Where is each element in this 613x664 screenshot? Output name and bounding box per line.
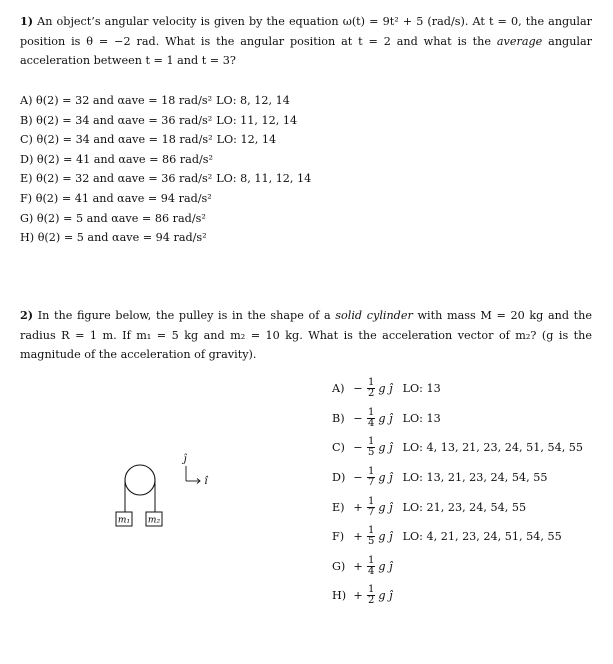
option-sign: + bbox=[353, 589, 363, 603]
option-label: H) bbox=[332, 589, 347, 603]
option-fraction bbox=[367, 526, 375, 547]
fraction-numerator: 1 bbox=[368, 554, 375, 566]
question-2-text-a: In the figure below, the pulley is in the shape of a bbox=[37, 309, 336, 322]
option-vector: g ĵ bbox=[378, 559, 393, 573]
option-text: θ(2) = 34 and αave = 18 rad/s² bbox=[36, 133, 213, 147]
fraction-denominator: 2 bbox=[368, 388, 375, 400]
question-2-number: 2) bbox=[20, 308, 34, 322]
option-label: G) bbox=[332, 559, 346, 573]
q1-option-c bbox=[20, 130, 311, 150]
option-lo: LO: 13 bbox=[402, 382, 441, 396]
pulley-figure bbox=[112, 448, 222, 532]
q2-option-a bbox=[332, 374, 583, 404]
option-label: A) bbox=[332, 382, 345, 396]
option-fraction bbox=[367, 408, 375, 429]
option-text: θ(2) = 5 and αave = 94 rad/s² bbox=[37, 231, 207, 245]
question-2-text-b: with mass M = 20 kg and the radius R = 1 m. If m₁ = 5 kg and m₂ = 10 kg. What is the acceleration vector of m₂? (g is the magnitude of the acceleration of gravity). bbox=[20, 309, 592, 362]
option-sign: + bbox=[353, 500, 363, 514]
q1-option-e bbox=[20, 169, 311, 189]
fraction-denominator: 4 bbox=[368, 565, 375, 577]
option-lo: LO: 21, 23, 24, 54, 55 bbox=[402, 500, 527, 514]
fraction-denominator: 7 bbox=[368, 477, 375, 489]
question-2-options bbox=[332, 374, 583, 611]
question-1-emphasis: average bbox=[496, 34, 543, 48]
option-text: θ(2) = 32 and αave = 18 rad/s² bbox=[36, 94, 213, 107]
option-sign: + bbox=[353, 559, 363, 573]
option-label: D) bbox=[332, 471, 346, 485]
fraction-denominator: 5 bbox=[368, 536, 375, 548]
option-label: C) bbox=[332, 441, 345, 455]
fraction-numerator: 1 bbox=[368, 525, 375, 537]
q1-option-h bbox=[20, 228, 311, 248]
q2-option-g bbox=[332, 552, 583, 582]
q1-option-d bbox=[20, 150, 311, 170]
option-sign: − bbox=[353, 441, 363, 455]
fraction-numerator: 1 bbox=[368, 495, 375, 507]
axis-i-label: î bbox=[204, 476, 208, 487]
fraction-denominator: 7 bbox=[368, 506, 375, 518]
fraction-numerator: 1 bbox=[368, 584, 375, 596]
option-lo: LO: 13 bbox=[402, 411, 441, 425]
q1-option-g bbox=[20, 209, 311, 229]
option-text: θ(2) = 32 and αave = 36 rad/s² bbox=[36, 172, 213, 186]
q2-option-e bbox=[332, 492, 583, 522]
option-fraction bbox=[367, 585, 375, 606]
q1-option-b bbox=[20, 111, 311, 131]
question-1-options bbox=[20, 91, 311, 248]
option-fraction bbox=[367, 437, 375, 458]
option-lo: LO: 4, 13, 21, 23, 24, 51, 54, 55 bbox=[402, 441, 584, 455]
fraction-denominator: 4 bbox=[368, 417, 375, 429]
option-lo: LO: 8, 12, 14 bbox=[216, 94, 290, 107]
option-lo: LO: 13, 21, 23, 24, 54, 55 bbox=[402, 471, 548, 485]
question-1-text-a: An object’s angular velocity is given by the equation ω(t) = 9t² + 5 (rad/s). At t = 0, the angular position is θ = −2 rad. What is the angular position at t = 2 and what is the bbox=[20, 15, 592, 48]
option-fraction bbox=[367, 378, 375, 399]
option-text: θ(2) = 41 and αave = 86 rad/s² bbox=[36, 152, 213, 166]
fraction-numerator: 1 bbox=[368, 436, 375, 448]
fraction-denominator: 2 bbox=[368, 595, 375, 607]
option-lo: LO: 4, 21, 23, 24, 51, 54, 55 bbox=[402, 530, 562, 544]
option-label: E) bbox=[20, 172, 33, 186]
option-vector: g ĵ bbox=[378, 382, 393, 396]
option-label: D) bbox=[20, 152, 34, 166]
question-1-number: 1) bbox=[20, 14, 34, 28]
option-sign: − bbox=[353, 411, 363, 425]
option-vector: g ĵ bbox=[378, 500, 393, 514]
option-label: F) bbox=[332, 530, 345, 544]
pulley-circle bbox=[125, 465, 155, 495]
q2-option-b bbox=[332, 404, 583, 434]
option-label: C) bbox=[20, 133, 33, 147]
mass-2-label: m₂ bbox=[147, 515, 161, 526]
option-label: F) bbox=[20, 191, 33, 205]
question-1-text bbox=[20, 12, 592, 71]
option-text: θ(2) = 5 and αave = 86 rad/s² bbox=[36, 211, 206, 225]
option-vector: g ĵ bbox=[378, 589, 393, 603]
option-lo: LO: 12, 14 bbox=[216, 133, 277, 147]
q2-option-h bbox=[332, 581, 583, 611]
option-lo: LO: 8, 11, 12, 14 bbox=[216, 172, 312, 186]
q2-option-c bbox=[332, 433, 583, 463]
option-sign: − bbox=[353, 382, 363, 396]
option-fraction bbox=[367, 467, 375, 488]
option-vector: g ĵ bbox=[378, 471, 393, 485]
mass-1-label: m₁ bbox=[117, 515, 131, 526]
q1-option-a bbox=[20, 91, 311, 111]
option-label: E) bbox=[332, 500, 345, 514]
q2-option-d bbox=[332, 463, 583, 493]
option-vector: g ĵ bbox=[378, 530, 393, 544]
option-label: B) bbox=[332, 411, 345, 425]
option-vector: g ĵ bbox=[378, 411, 393, 425]
fraction-numerator: 1 bbox=[368, 466, 375, 478]
fraction-numerator: 1 bbox=[368, 377, 375, 389]
question-2-text bbox=[20, 306, 592, 365]
axis-j-label: ĵ bbox=[183, 454, 187, 465]
question-2-emphasis: solid cylinder bbox=[335, 309, 413, 322]
option-label: B) bbox=[20, 113, 33, 127]
option-label: A) bbox=[20, 94, 33, 107]
option-text: θ(2) = 41 and αave = 94 rad/s² bbox=[35, 191, 212, 205]
option-text: θ(2) = 34 and αave = 36 rad/s² bbox=[36, 113, 213, 127]
option-vector: g ĵ bbox=[378, 441, 393, 455]
option-sign: − bbox=[353, 471, 363, 485]
fraction-denominator: 5 bbox=[368, 447, 375, 459]
option-label: G) bbox=[20, 211, 34, 225]
q1-option-f bbox=[20, 189, 311, 209]
option-lo: LO: 11, 12, 14 bbox=[216, 113, 298, 127]
fraction-numerator: 1 bbox=[368, 406, 375, 418]
option-label: H) bbox=[20, 231, 35, 245]
option-sign: + bbox=[353, 530, 363, 544]
option-fraction bbox=[367, 556, 375, 577]
question-1-text-b: angular acceleration between t = 1 and t = 3? bbox=[20, 34, 592, 68]
q2-option-f bbox=[332, 522, 583, 552]
option-fraction bbox=[367, 497, 375, 518]
